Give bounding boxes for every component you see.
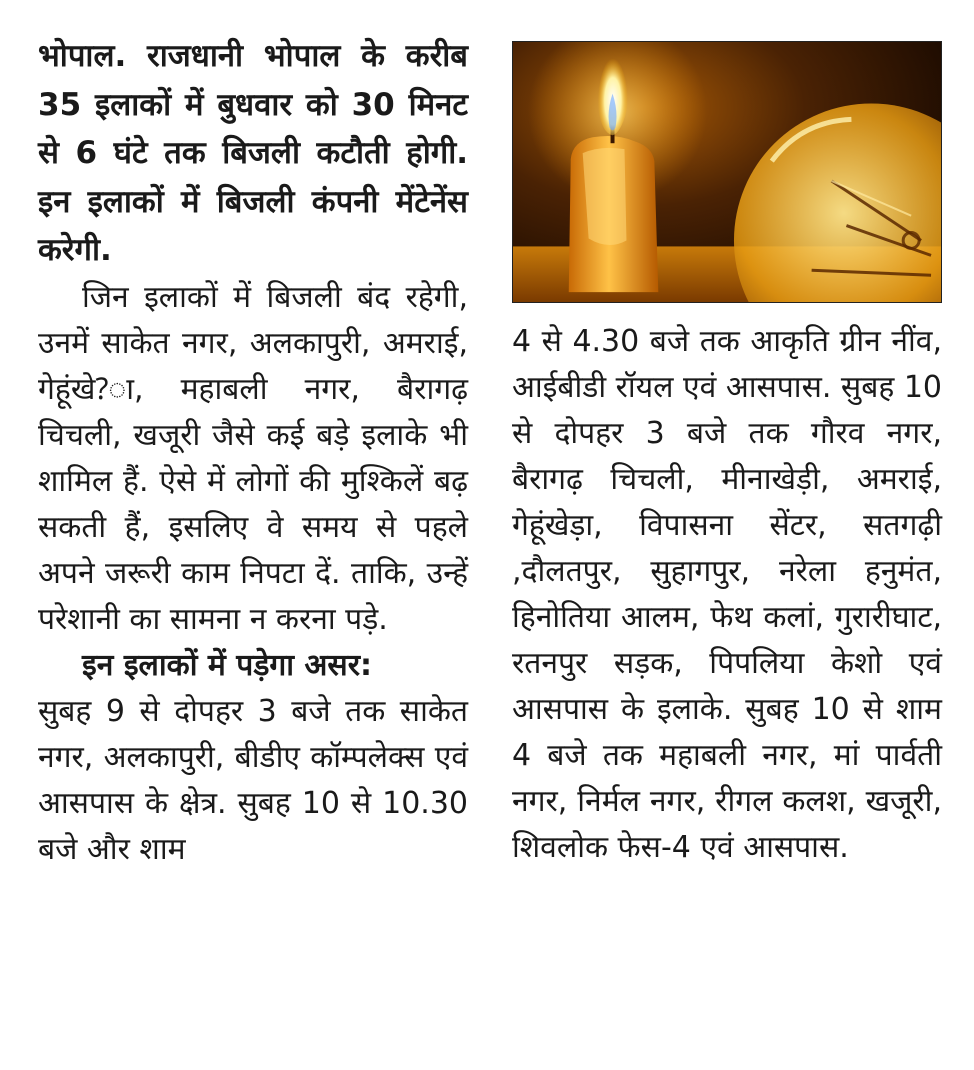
right-column [512, 32, 942, 871]
candle-bulb-photo [512, 41, 942, 303]
article-lead: भोपाल. राजधानी भोपाल के करीब 35 इलाकों में बुधवार को 30 मिनट से 6 घंटे तक बिजली कटौती होगी. इन इलाकों में बिजली कंपनी मेंटेनेंस करेगी. [38, 38, 468, 268]
left-column [38, 32, 468, 873]
article-paragraph-2-left: सुबह 9 से दोपहर 3 बजे तक साकेत नगर, अलकापुरी, बीडीए कॉम्पलेक्स एवं आसपास के क्षेत्र. सुबह 10 से 10.30 बजे और शाम [38, 693, 468, 867]
candle-bulb-illustration [513, 42, 941, 302]
article-paragraph-2-right: 4 से 4.30 बजे तक आकृति ग्रीन नींव, आईबीडी रॉयल एवं आसपास. सुबह 10 से दोपहर 3 बजे तक गौरव नगर, बैरागढ़ चिचली, मीनाखेड़ी, अमराई, गेहूंखेड़ा, विपासना सेंटर, सतगढ़ी ,दौलतपुर, सुहागपुर, नरेला हनुमंत, हिनोतिया आलम, फेथ कलां, गुरारीघाट, रतनपुर सड़क, पिपलिया केशो एवं आसपास के इलाके. सुबह 10 से शाम 4 बजे तक महाबली नगर, मां पार्वती नगर, निर्मल नगर, रीगल कलश, खजूरी, शिवलोक फेस-4 एवं आसपास. [512, 324, 942, 865]
article-subheading: इन इलाकों में पड़ेगा असर: [82, 647, 372, 683]
article-paragraph-1: जिन इलाकों में बिजली बंद रहेगी, उनमें साकेत नगर, अलकापुरी, अमराई, गेहूंखे?ा, महाबली नगर, बैरागढ़ चिचली, खजूरी जैसे कई बड़े इलाके भी शामिल हैं. ऐसे में लोगों की मुश्किलें बढ़ सकती हैं, इसलिए वे समय से पहले अपने जरूरी काम निपटा दें. ताकि, उन्हें परेशानी का सामना न करना पड़े. [38, 279, 468, 637]
